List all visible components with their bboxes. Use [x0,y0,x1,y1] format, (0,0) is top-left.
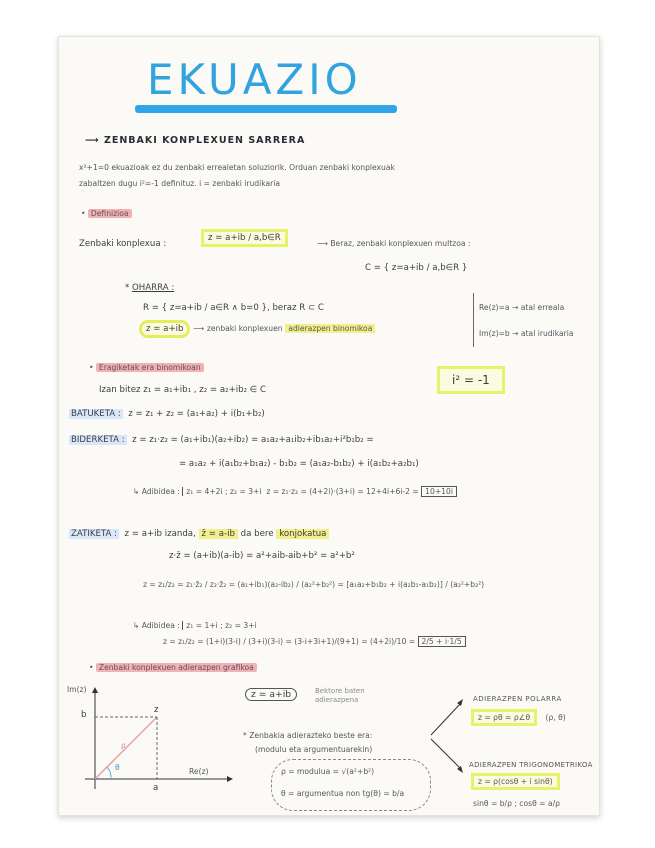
trig-label: ADIERAZPEN TRIGONOMETRIKOA [469,761,593,769]
arrow-to-polar [431,703,461,735]
rho-definition: ρ = modulua = √(a²+b²) [281,767,375,776]
return-arrow-icon: ↳ [133,487,140,496]
eragiketak-intro: Izan bitez z₁ = a₁+ib₁ , z₂ = a₂+ib₂ ∈ C [99,385,267,395]
zatiketa-adibidea-res: z = z₁/z₂ = (1+i)(3-i) / (3+i)(3-i) = (3-i+3i+1)/(9+1) = (4+2i)/10 = 2/5 + i·1/5 [163,637,466,646]
page-title: EKUAZIO [147,55,362,104]
grafikoa-star-text: * Zenbakia adierazteko beste era: [243,731,373,740]
grafikoa-formula: z = a+ib [245,689,297,700]
polar-formula: z = ρθ = ρ∠θ (ρ, θ) [471,713,566,722]
y-axis-arrowhead [92,687,98,693]
biderketa-row: BIDERKETA : z = z₁·z₂ = (a₁+ib₁)(a₂+ib₂) = a₁a₂+a₁ib₂+ib₁a₂+i²b₁b₂ = [71,435,374,445]
vector-line [95,717,157,779]
intro-line-1: x²+1=0 ekuazioak ez du zenbaki errealetan soluziorik. Orduan zenbaki konplexuak [79,163,395,172]
definizioa-prefix: Zenbaki konplexua : [79,239,167,249]
trig-identities: sinθ = b/ρ ; cosθ = a/ρ [473,799,560,808]
batuketa-row: BATUKETA : z = z₁ + z₂ = (a₁+a₂) + i(b₁+b₂) [71,409,265,419]
oharra-label: * OHARRA : [125,283,175,293]
zatiketa-line-3: z = z₁/z₂ = z₁·z̄₂ / z₂·z̄₂ = (a₁+ib₁)(a₂-ib₂) / (a₂²+b₂²) = [a₁a₂+b₁b₂ + i(a₂b₁-a₁b₂)] / (a₂²+b₂²) [143,580,485,589]
zatiketa-adibidea: ↳ Adibidea : z₁ = 1+i ; z₂ = 3+i [133,621,257,630]
x-axis-arrowhead [227,776,233,782]
bullet-dot-icon: • [89,663,94,672]
return-arrow-icon: ↳ [133,621,140,630]
oharra-line-1: R = { z=a+ib / a∈R ∧ b=0 }, beraz R ⊂ C [143,303,324,313]
title-underline [135,105,397,113]
point-label-a: a [153,783,159,793]
angle-label: θ [115,763,120,772]
axis-label-im: Im(z) [67,685,87,694]
grafikoa-side-note: Bektore baten adierazpena [315,687,365,704]
zatiketa-line-2: z·z̄ = (a+ib)(a-ib) = a²+aib-aib+b² = a²+b² [169,551,355,561]
angle-arc [107,767,111,779]
complex-plane-diagram [67,685,237,795]
star-icon: * [125,283,130,293]
arrow-right-icon: ⟶ [193,324,205,333]
i-squared-box: i² = -1 [437,373,505,387]
biderketa-line-2: = a₁a₂ + i(a₁b₂+b₁a₂) - b₁b₂ = (a₁a₂-b₁b₂) + i(a₁b₂+a₂b₁) [179,459,419,469]
point-label-b: b [81,710,87,720]
arrowhead-trig [457,766,463,773]
polar-label: ADIERAZPEN POLARRA [473,695,562,703]
bullet-dot-icon: • [81,209,86,218]
arrowhead-polar [457,699,463,706]
definizioa-formula-box: z = a+ib / a,b∈R [201,233,288,243]
branch-arrows [427,697,467,777]
section-heading: ⟶ ZENBAKI KONPLEXUEN SARRERA [85,135,306,146]
oharra-re: Re(z)=a → atal erreala [479,303,565,312]
bullet-dot-icon: • [89,363,94,372]
notebook-page [58,36,600,816]
trig-formula: z = ρ(cosθ + i sinθ) [471,777,560,786]
zatiketa-row: ZATIKETA : z = a+ib izanda, z̄ = a-ib da bere konjokatua [69,529,329,539]
arrow-right-icon: ⟶ [317,239,328,248]
definizioa-label: • Definizioa [81,209,132,218]
star-icon: * [243,731,247,740]
axis-label-re: Re(z) [189,767,209,776]
grafikoa-label: • Zenbaki konplexuen adierazpen grafikoa [89,663,257,672]
divider-line [473,293,474,347]
intro-line-2: zabaltzen dugu i²=-1 definituz. i = zenbaki irudikaria [79,179,281,188]
modulus-label: ρ [121,741,126,750]
theta-definition: θ = argumentua non tg(θ) = b/a [281,789,405,798]
definizioa-set: C = { z=a+ib / a,b∈R } [365,263,468,273]
arrow-to-trig [431,739,461,769]
biderketa-adibidea: ↳ Adibidea : z₁ = 4+2i ; z₂ = 3+i z = z₁·z₂ = (4+2i)·(3+i) = 12+4i+6i-2 = 10+10i [133,487,457,496]
definizioa-arrow-text: ⟶ Beraz, zenbaki konplexuen multzoa : [317,239,471,248]
point-label-z: z [154,705,159,715]
oharra-binomial: z = a+ib ⟶ zenbaki konplexuen adierazpen binomikoa [139,324,375,334]
oharra-im: Im(z)=b → atal irudikaria [479,329,574,338]
arrow-right-icon: ⟶ [85,135,100,146]
grafikoa-star-text-2: (modulu eta argumentuarekin) [255,745,373,754]
eragiketak-label: • Eragiketak era binomikoan [89,363,204,372]
